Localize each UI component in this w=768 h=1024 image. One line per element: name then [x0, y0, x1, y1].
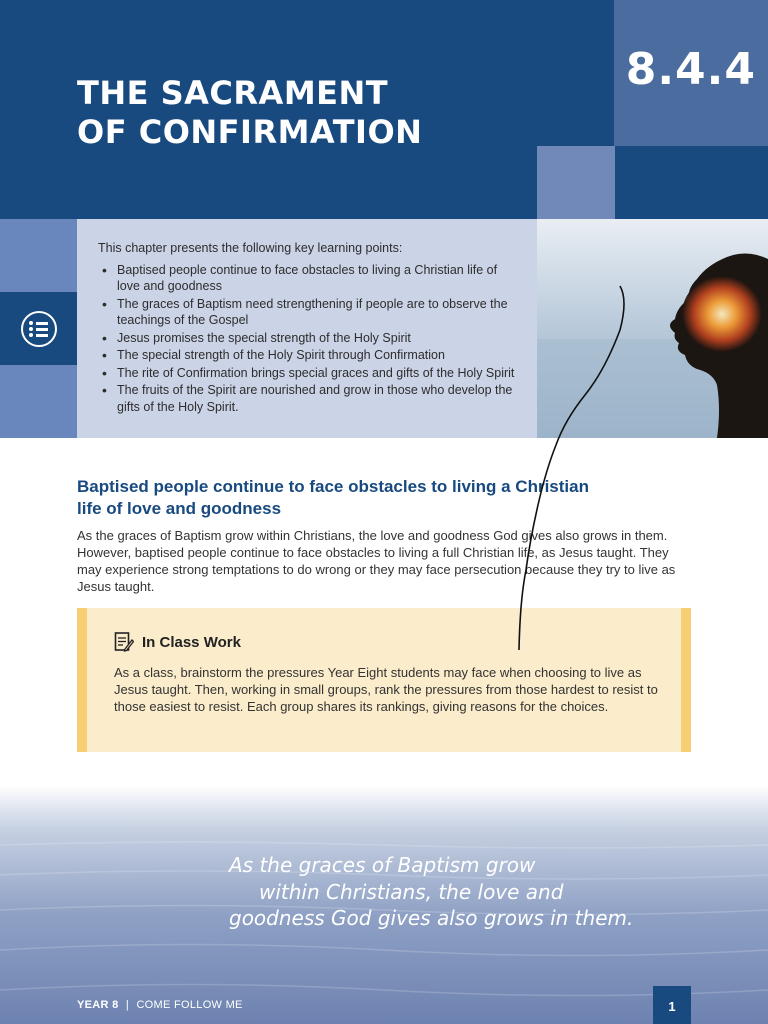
list-item: • The fruits of the Spirit are nourished and grow in those who develop the gifts of the Holy Spirit. [117, 382, 517, 415]
chapter-code-tile [614, 0, 768, 146]
list-item: • The rite of Confirmation brings special graces and gifts of the Holy Spirit [117, 365, 517, 382]
key-points-intro: This chapter presents the following key learning points: [98, 241, 403, 255]
key-learning-points [77, 219, 537, 438]
footer-running-title [77, 999, 243, 1011]
page-number: 1 [668, 999, 676, 1014]
decorative-tile-left-top [0, 219, 77, 292]
section-heading: Baptised people continue to face obstacles to living a Christian life of love and goodness [77, 477, 589, 518]
list-item: • Jesus promises the special strength of the Holy Spirit [117, 330, 517, 347]
footer-course: COME FOLLOW ME [136, 999, 243, 1011]
in-class-work-box [77, 608, 691, 752]
chapter-code: 8.4.4 [625, 44, 756, 95]
silhouette-image [537, 219, 768, 438]
quote-line-2: within Christians, the love and [259, 879, 564, 904]
list-item: • The special strength of the Holy Spirit through Confirmation [117, 347, 517, 364]
notepad-pencil-icon [114, 631, 134, 653]
list-item: • Baptised people continue to face obstacles to living a Christian life of love and goodness [117, 262, 517, 295]
footer-year: YEAR 8 [77, 999, 119, 1011]
in-class-work-title: In Class Work [142, 634, 241, 651]
title-line-1: THE SACRAMENT [77, 74, 389, 112]
quote-line-1: As the graces of Baptism grow [229, 853, 536, 877]
decorative-tile-left-bottom [0, 365, 77, 438]
title-line-2: OF CONFIRMATION [77, 113, 423, 151]
quote-line-3: goodness God gives also grows in them. [229, 906, 634, 930]
decorative-tile [537, 146, 615, 220]
section-body: As the graces of Baptism grow within Christians, the love and goodness God gives also grows in them. However, baptised people continue to face obstacles to living a full Christian life, as Jesus taught. They may experience strong temptations to do wrong or they may face persecution because they try to live as Jesus taught. [77, 528, 676, 594]
in-class-work-text: As a class, brainstorm the pressures Year Eight students may face when choosing to live as Jesus taught. Then, working in small groups, rank the pressures from those hardest to resist to those easiest to resist. Each group shares its rankings, giving reasons for the choices. [114, 665, 658, 714]
list-item: • The graces of Baptism need strengthening if people are to observe the teachings of the Gospel [117, 296, 517, 329]
pull-quote [229, 852, 729, 932]
list-icon [21, 311, 57, 347]
page-number-box [653, 986, 691, 1024]
page-title [77, 74, 537, 152]
key-points-list [98, 262, 517, 416]
footer-separator: | [125, 999, 130, 1011]
